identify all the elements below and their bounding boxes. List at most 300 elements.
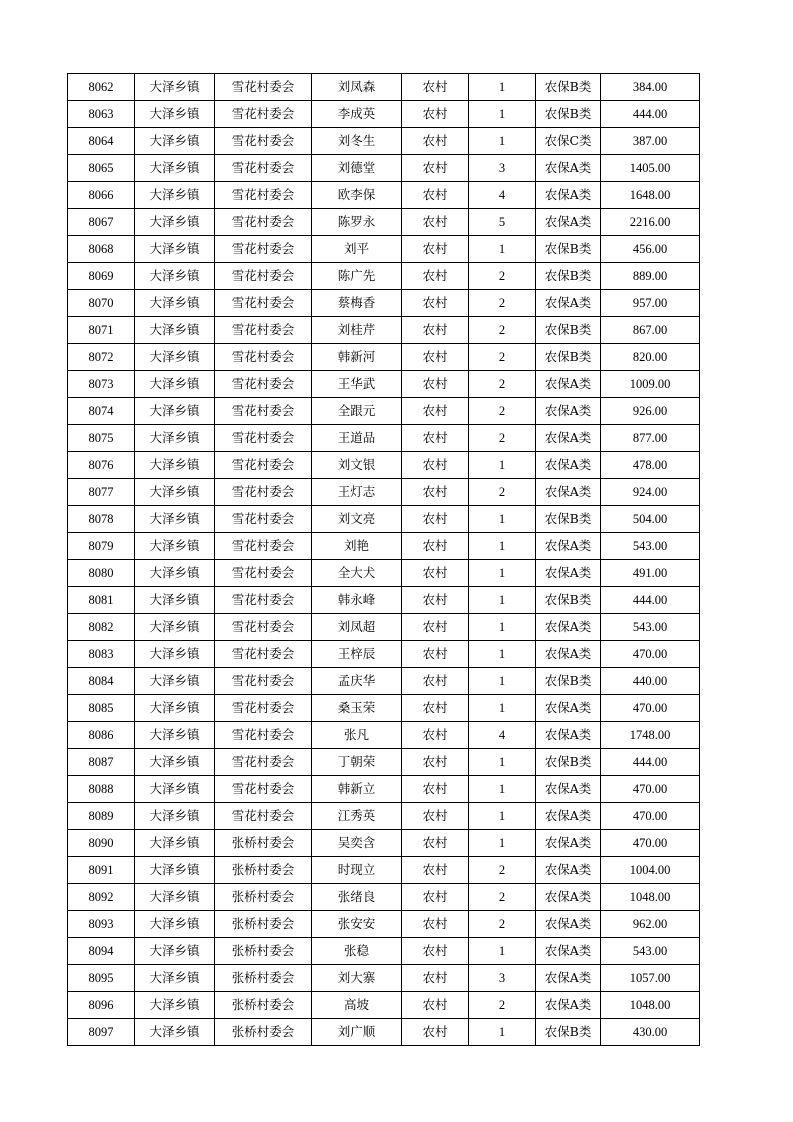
member-count-cell: 1 bbox=[469, 128, 536, 155]
person-name-cell: 桑玉荣 bbox=[312, 695, 402, 722]
person-name-cell: 王道品 bbox=[312, 425, 402, 452]
village-committee-cell: 雪花村委会 bbox=[215, 290, 312, 317]
insurance-category-cell: 农保A类 bbox=[536, 560, 601, 587]
household-type-cell: 农村 bbox=[402, 263, 469, 290]
member-count-cell: 3 bbox=[469, 965, 536, 992]
person-name-cell: 刘平 bbox=[312, 236, 402, 263]
table-row bbox=[68, 857, 700, 884]
person-name-cell: 陈广先 bbox=[312, 263, 402, 290]
member-count-cell: 2 bbox=[469, 479, 536, 506]
amount-cell: 1405.00 bbox=[601, 155, 700, 182]
member-count-cell: 1 bbox=[469, 236, 536, 263]
township-cell: 大泽乡镇 bbox=[135, 560, 215, 587]
township-cell: 大泽乡镇 bbox=[135, 74, 215, 101]
record-number-cell: 8075 bbox=[68, 425, 135, 452]
table-row bbox=[68, 587, 700, 614]
insurance-category-cell: 农保A类 bbox=[536, 614, 601, 641]
household-type-cell: 农村 bbox=[402, 236, 469, 263]
table-row bbox=[68, 749, 700, 776]
person-name-cell: 张安安 bbox=[312, 911, 402, 938]
record-number-cell: 8078 bbox=[68, 506, 135, 533]
member-count-cell: 3 bbox=[469, 155, 536, 182]
table-row bbox=[68, 992, 700, 1019]
insurance-category-cell: 农保A类 bbox=[536, 830, 601, 857]
township-cell: 大泽乡镇 bbox=[135, 992, 215, 1019]
insurance-category-cell: 农保A类 bbox=[536, 290, 601, 317]
household-type-cell: 农村 bbox=[402, 992, 469, 1019]
amount-cell: 962.00 bbox=[601, 911, 700, 938]
township-cell: 大泽乡镇 bbox=[135, 965, 215, 992]
insurance-category-cell: 农保B类 bbox=[536, 236, 601, 263]
insurance-category-cell: 农保B类 bbox=[536, 1019, 601, 1046]
amount-cell: 867.00 bbox=[601, 317, 700, 344]
household-type-cell: 农村 bbox=[402, 803, 469, 830]
household-type-cell: 农村 bbox=[402, 317, 469, 344]
person-name-cell: 全大犬 bbox=[312, 560, 402, 587]
insurance-category-cell: 农保B类 bbox=[536, 506, 601, 533]
record-number-cell: 8077 bbox=[68, 479, 135, 506]
amount-cell: 470.00 bbox=[601, 776, 700, 803]
insurance-category-cell: 农保A类 bbox=[536, 992, 601, 1019]
table-row bbox=[68, 263, 700, 290]
record-number-cell: 8081 bbox=[68, 587, 135, 614]
household-type-cell: 农村 bbox=[402, 587, 469, 614]
household-type-cell: 农村 bbox=[402, 533, 469, 560]
record-number-cell: 8083 bbox=[68, 641, 135, 668]
record-number-cell: 8092 bbox=[68, 884, 135, 911]
amount-cell: 444.00 bbox=[601, 587, 700, 614]
township-cell: 大泽乡镇 bbox=[135, 101, 215, 128]
amount-cell: 1004.00 bbox=[601, 857, 700, 884]
household-type-cell: 农村 bbox=[402, 722, 469, 749]
table-row bbox=[68, 128, 700, 155]
record-sheet bbox=[67, 73, 700, 1046]
table-row bbox=[68, 344, 700, 371]
member-count-cell: 1 bbox=[469, 749, 536, 776]
amount-cell: 478.00 bbox=[601, 452, 700, 479]
township-cell: 大泽乡镇 bbox=[135, 722, 215, 749]
person-name-cell: 刘凤超 bbox=[312, 614, 402, 641]
household-type-cell: 农村 bbox=[402, 911, 469, 938]
township-cell: 大泽乡镇 bbox=[135, 830, 215, 857]
village-committee-cell: 雪花村委会 bbox=[215, 614, 312, 641]
record-number-cell: 8067 bbox=[68, 209, 135, 236]
person-name-cell: 刘文亮 bbox=[312, 506, 402, 533]
insurance-category-cell: 农保B类 bbox=[536, 101, 601, 128]
record-number-cell: 8066 bbox=[68, 182, 135, 209]
member-count-cell: 1 bbox=[469, 830, 536, 857]
amount-cell: 924.00 bbox=[601, 479, 700, 506]
record-number-cell: 8071 bbox=[68, 317, 135, 344]
member-count-cell: 1 bbox=[469, 641, 536, 668]
insurance-category-cell: 农保A类 bbox=[536, 803, 601, 830]
amount-cell: 820.00 bbox=[601, 344, 700, 371]
amount-cell: 1048.00 bbox=[601, 884, 700, 911]
household-type-cell: 农村 bbox=[402, 614, 469, 641]
record-number-cell: 8084 bbox=[68, 668, 135, 695]
record-number-cell: 8093 bbox=[68, 911, 135, 938]
person-name-cell: 刘凤森 bbox=[312, 74, 402, 101]
amount-cell: 444.00 bbox=[601, 749, 700, 776]
member-count-cell: 1 bbox=[469, 695, 536, 722]
insurance-category-cell: 农保A类 bbox=[536, 533, 601, 560]
person-name-cell: 王灯志 bbox=[312, 479, 402, 506]
record-number-cell: 8096 bbox=[68, 992, 135, 1019]
member-count-cell: 1 bbox=[469, 533, 536, 560]
table-row bbox=[68, 668, 700, 695]
person-name-cell: 欧李保 bbox=[312, 182, 402, 209]
person-name-cell: 全跟元 bbox=[312, 398, 402, 425]
township-cell: 大泽乡镇 bbox=[135, 884, 215, 911]
household-type-cell: 农村 bbox=[402, 371, 469, 398]
household-type-cell: 农村 bbox=[402, 506, 469, 533]
household-type-cell: 农村 bbox=[402, 155, 469, 182]
table-row bbox=[68, 452, 700, 479]
township-cell: 大泽乡镇 bbox=[135, 749, 215, 776]
table-row bbox=[68, 101, 700, 128]
household-type-cell: 农村 bbox=[402, 641, 469, 668]
member-count-cell: 4 bbox=[469, 722, 536, 749]
household-type-cell: 农村 bbox=[402, 830, 469, 857]
member-count-cell: 2 bbox=[469, 992, 536, 1019]
member-count-cell: 1 bbox=[469, 1019, 536, 1046]
member-count-cell: 2 bbox=[469, 425, 536, 452]
record-number-cell: 8095 bbox=[68, 965, 135, 992]
township-cell: 大泽乡镇 bbox=[135, 155, 215, 182]
person-name-cell: 刘桂芹 bbox=[312, 317, 402, 344]
village-committee-cell: 雪花村委会 bbox=[215, 479, 312, 506]
township-cell: 大泽乡镇 bbox=[135, 587, 215, 614]
household-type-cell: 农村 bbox=[402, 560, 469, 587]
village-committee-cell: 雪花村委会 bbox=[215, 533, 312, 560]
village-committee-cell: 雪花村委会 bbox=[215, 344, 312, 371]
member-count-cell: 1 bbox=[469, 452, 536, 479]
record-number-cell: 8069 bbox=[68, 263, 135, 290]
village-committee-cell: 雪花村委会 bbox=[215, 371, 312, 398]
table-row bbox=[68, 803, 700, 830]
household-type-cell: 农村 bbox=[402, 1019, 469, 1046]
township-cell: 大泽乡镇 bbox=[135, 317, 215, 344]
insurance-category-cell: 农保B类 bbox=[536, 74, 601, 101]
person-name-cell: 韩新河 bbox=[312, 344, 402, 371]
township-cell: 大泽乡镇 bbox=[135, 371, 215, 398]
insurance-category-cell: 农保A类 bbox=[536, 965, 601, 992]
table-row bbox=[68, 398, 700, 425]
village-committee-cell: 雪花村委会 bbox=[215, 101, 312, 128]
village-committee-cell: 张桥村委会 bbox=[215, 965, 312, 992]
record-number-cell: 8070 bbox=[68, 290, 135, 317]
village-committee-cell: 雪花村委会 bbox=[215, 695, 312, 722]
village-committee-cell: 雪花村委会 bbox=[215, 155, 312, 182]
household-type-cell: 农村 bbox=[402, 425, 469, 452]
record-number-cell: 8068 bbox=[68, 236, 135, 263]
amount-cell: 470.00 bbox=[601, 695, 700, 722]
record-number-cell: 8090 bbox=[68, 830, 135, 857]
person-name-cell: 吴奕含 bbox=[312, 830, 402, 857]
village-committee-cell: 雪花村委会 bbox=[215, 803, 312, 830]
insurance-category-cell: 农保A类 bbox=[536, 776, 601, 803]
table-row bbox=[68, 830, 700, 857]
table-row bbox=[68, 722, 700, 749]
village-committee-cell: 雪花村委会 bbox=[215, 641, 312, 668]
insurance-category-cell: 农保C类 bbox=[536, 128, 601, 155]
person-name-cell: 高坡 bbox=[312, 992, 402, 1019]
table-row bbox=[68, 695, 700, 722]
village-committee-cell: 张桥村委会 bbox=[215, 830, 312, 857]
table-row bbox=[68, 884, 700, 911]
record-number-cell: 8073 bbox=[68, 371, 135, 398]
member-count-cell: 2 bbox=[469, 884, 536, 911]
amount-cell: 957.00 bbox=[601, 290, 700, 317]
insurance-category-cell: 农保B类 bbox=[536, 317, 601, 344]
record-number-cell: 8062 bbox=[68, 74, 135, 101]
member-count-cell: 2 bbox=[469, 911, 536, 938]
amount-cell: 1648.00 bbox=[601, 182, 700, 209]
member-count-cell: 1 bbox=[469, 614, 536, 641]
household-type-cell: 农村 bbox=[402, 776, 469, 803]
township-cell: 大泽乡镇 bbox=[135, 614, 215, 641]
township-cell: 大泽乡镇 bbox=[135, 938, 215, 965]
member-count-cell: 2 bbox=[469, 398, 536, 425]
table-body bbox=[68, 74, 700, 1046]
insurance-category-cell: 农保B类 bbox=[536, 263, 601, 290]
table-row bbox=[68, 155, 700, 182]
amount-cell: 543.00 bbox=[601, 938, 700, 965]
household-type-cell: 农村 bbox=[402, 182, 469, 209]
household-type-cell: 农村 bbox=[402, 695, 469, 722]
amount-cell: 456.00 bbox=[601, 236, 700, 263]
person-name-cell: 韩新立 bbox=[312, 776, 402, 803]
township-cell: 大泽乡镇 bbox=[135, 695, 215, 722]
record-number-cell: 8079 bbox=[68, 533, 135, 560]
amount-cell: 444.00 bbox=[601, 101, 700, 128]
person-name-cell: 王梓辰 bbox=[312, 641, 402, 668]
village-committee-cell: 张桥村委会 bbox=[215, 884, 312, 911]
township-cell: 大泽乡镇 bbox=[135, 668, 215, 695]
village-committee-cell: 雪花村委会 bbox=[215, 128, 312, 155]
insurance-category-cell: 农保A类 bbox=[536, 641, 601, 668]
person-name-cell: 韩永峰 bbox=[312, 587, 402, 614]
township-cell: 大泽乡镇 bbox=[135, 506, 215, 533]
village-committee-cell: 雪花村委会 bbox=[215, 425, 312, 452]
member-count-cell: 1 bbox=[469, 560, 536, 587]
member-count-cell: 1 bbox=[469, 776, 536, 803]
insurance-category-cell: 农保A类 bbox=[536, 884, 601, 911]
person-name-cell: 张稳 bbox=[312, 938, 402, 965]
member-count-cell: 1 bbox=[469, 587, 536, 614]
household-type-cell: 农村 bbox=[402, 938, 469, 965]
household-type-cell: 农村 bbox=[402, 479, 469, 506]
village-committee-cell: 张桥村委会 bbox=[215, 992, 312, 1019]
table-row bbox=[68, 209, 700, 236]
person-name-cell: 王华武 bbox=[312, 371, 402, 398]
amount-cell: 387.00 bbox=[601, 128, 700, 155]
household-type-cell: 农村 bbox=[402, 209, 469, 236]
person-name-cell: 李成英 bbox=[312, 101, 402, 128]
records-table bbox=[67, 73, 700, 1046]
table-row bbox=[68, 74, 700, 101]
township-cell: 大泽乡镇 bbox=[135, 911, 215, 938]
insurance-category-cell: 农保A类 bbox=[536, 911, 601, 938]
township-cell: 大泽乡镇 bbox=[135, 479, 215, 506]
insurance-category-cell: 农保A类 bbox=[536, 425, 601, 452]
member-count-cell: 2 bbox=[469, 857, 536, 884]
member-count-cell: 1 bbox=[469, 668, 536, 695]
household-type-cell: 农村 bbox=[402, 74, 469, 101]
record-number-cell: 8087 bbox=[68, 749, 135, 776]
village-committee-cell: 雪花村委会 bbox=[215, 560, 312, 587]
member-count-cell: 1 bbox=[469, 938, 536, 965]
village-committee-cell: 雪花村委会 bbox=[215, 182, 312, 209]
village-committee-cell: 张桥村委会 bbox=[215, 1019, 312, 1046]
person-name-cell: 时现立 bbox=[312, 857, 402, 884]
amount-cell: 1057.00 bbox=[601, 965, 700, 992]
township-cell: 大泽乡镇 bbox=[135, 776, 215, 803]
record-number-cell: 8086 bbox=[68, 722, 135, 749]
township-cell: 大泽乡镇 bbox=[135, 290, 215, 317]
village-committee-cell: 雪花村委会 bbox=[215, 263, 312, 290]
insurance-category-cell: 农保A类 bbox=[536, 722, 601, 749]
village-committee-cell: 雪花村委会 bbox=[215, 236, 312, 263]
person-name-cell: 刘艳 bbox=[312, 533, 402, 560]
township-cell: 大泽乡镇 bbox=[135, 209, 215, 236]
amount-cell: 491.00 bbox=[601, 560, 700, 587]
insurance-category-cell: 农保A类 bbox=[536, 695, 601, 722]
table-row bbox=[68, 1019, 700, 1046]
household-type-cell: 农村 bbox=[402, 857, 469, 884]
household-type-cell: 农村 bbox=[402, 884, 469, 911]
table-row bbox=[68, 290, 700, 317]
table-row bbox=[68, 236, 700, 263]
person-name-cell: 刘大寨 bbox=[312, 965, 402, 992]
household-type-cell: 农村 bbox=[402, 290, 469, 317]
amount-cell: 543.00 bbox=[601, 614, 700, 641]
table-row bbox=[68, 938, 700, 965]
township-cell: 大泽乡镇 bbox=[135, 398, 215, 425]
household-type-cell: 农村 bbox=[402, 398, 469, 425]
member-count-cell: 4 bbox=[469, 182, 536, 209]
village-committee-cell: 雪花村委会 bbox=[215, 209, 312, 236]
village-committee-cell: 雪花村委会 bbox=[215, 776, 312, 803]
township-cell: 大泽乡镇 bbox=[135, 182, 215, 209]
table-row bbox=[68, 479, 700, 506]
amount-cell: 504.00 bbox=[601, 506, 700, 533]
member-count-cell: 5 bbox=[469, 209, 536, 236]
insurance-category-cell: 农保A类 bbox=[536, 371, 601, 398]
insurance-category-cell: 农保B类 bbox=[536, 344, 601, 371]
village-committee-cell: 张桥村委会 bbox=[215, 938, 312, 965]
village-committee-cell: 张桥村委会 bbox=[215, 857, 312, 884]
table-row bbox=[68, 641, 700, 668]
person-name-cell: 陈罗永 bbox=[312, 209, 402, 236]
insurance-category-cell: 农保A类 bbox=[536, 452, 601, 479]
table-row bbox=[68, 614, 700, 641]
village-committee-cell: 雪花村委会 bbox=[215, 398, 312, 425]
record-number-cell: 8091 bbox=[68, 857, 135, 884]
person-name-cell: 张绪良 bbox=[312, 884, 402, 911]
township-cell: 大泽乡镇 bbox=[135, 425, 215, 452]
record-number-cell: 8097 bbox=[68, 1019, 135, 1046]
person-name-cell: 刘冬生 bbox=[312, 128, 402, 155]
amount-cell: 1048.00 bbox=[601, 992, 700, 1019]
amount-cell: 1748.00 bbox=[601, 722, 700, 749]
township-cell: 大泽乡镇 bbox=[135, 857, 215, 884]
insurance-category-cell: 农保A类 bbox=[536, 479, 601, 506]
township-cell: 大泽乡镇 bbox=[135, 1019, 215, 1046]
amount-cell: 877.00 bbox=[601, 425, 700, 452]
member-count-cell: 1 bbox=[469, 803, 536, 830]
member-count-cell: 1 bbox=[469, 74, 536, 101]
table-row bbox=[68, 533, 700, 560]
township-cell: 大泽乡镇 bbox=[135, 128, 215, 155]
village-committee-cell: 雪花村委会 bbox=[215, 587, 312, 614]
member-count-cell: 2 bbox=[469, 290, 536, 317]
village-committee-cell: 雪花村委会 bbox=[215, 317, 312, 344]
township-cell: 大泽乡镇 bbox=[135, 263, 215, 290]
insurance-category-cell: 农保A类 bbox=[536, 398, 601, 425]
amount-cell: 470.00 bbox=[601, 830, 700, 857]
table-row bbox=[68, 776, 700, 803]
person-name-cell: 江秀英 bbox=[312, 803, 402, 830]
member-count-cell: 1 bbox=[469, 506, 536, 533]
household-type-cell: 农村 bbox=[402, 452, 469, 479]
insurance-category-cell: 农保A类 bbox=[536, 155, 601, 182]
household-type-cell: 农村 bbox=[402, 344, 469, 371]
household-type-cell: 农村 bbox=[402, 101, 469, 128]
amount-cell: 440.00 bbox=[601, 668, 700, 695]
person-name-cell: 孟庆华 bbox=[312, 668, 402, 695]
township-cell: 大泽乡镇 bbox=[135, 533, 215, 560]
amount-cell: 889.00 bbox=[601, 263, 700, 290]
insurance-category-cell: 农保B类 bbox=[536, 749, 601, 776]
township-cell: 大泽乡镇 bbox=[135, 236, 215, 263]
amount-cell: 1009.00 bbox=[601, 371, 700, 398]
township-cell: 大泽乡镇 bbox=[135, 803, 215, 830]
amount-cell: 470.00 bbox=[601, 641, 700, 668]
household-type-cell: 农村 bbox=[402, 128, 469, 155]
village-committee-cell: 雪花村委会 bbox=[215, 506, 312, 533]
amount-cell: 2216.00 bbox=[601, 209, 700, 236]
record-number-cell: 8094 bbox=[68, 938, 135, 965]
township-cell: 大泽乡镇 bbox=[135, 452, 215, 479]
table-row bbox=[68, 965, 700, 992]
insurance-category-cell: 农保A类 bbox=[536, 857, 601, 884]
insurance-category-cell: 农保B类 bbox=[536, 587, 601, 614]
record-number-cell: 8085 bbox=[68, 695, 135, 722]
amount-cell: 430.00 bbox=[601, 1019, 700, 1046]
insurance-category-cell: 农保B类 bbox=[536, 668, 601, 695]
table-row bbox=[68, 560, 700, 587]
table-row bbox=[68, 506, 700, 533]
township-cell: 大泽乡镇 bbox=[135, 344, 215, 371]
member-count-cell: 2 bbox=[469, 317, 536, 344]
household-type-cell: 农村 bbox=[402, 668, 469, 695]
household-type-cell: 农村 bbox=[402, 749, 469, 776]
record-number-cell: 8076 bbox=[68, 452, 135, 479]
amount-cell: 926.00 bbox=[601, 398, 700, 425]
record-number-cell: 8088 bbox=[68, 776, 135, 803]
person-name-cell: 刘德堂 bbox=[312, 155, 402, 182]
village-committee-cell: 雪花村委会 bbox=[215, 668, 312, 695]
insurance-category-cell: 农保A类 bbox=[536, 938, 601, 965]
table-row bbox=[68, 911, 700, 938]
table-row bbox=[68, 182, 700, 209]
record-number-cell: 8072 bbox=[68, 344, 135, 371]
person-name-cell: 丁朝荣 bbox=[312, 749, 402, 776]
village-committee-cell: 雪花村委会 bbox=[215, 74, 312, 101]
member-count-cell: 2 bbox=[469, 371, 536, 398]
record-number-cell: 8065 bbox=[68, 155, 135, 182]
